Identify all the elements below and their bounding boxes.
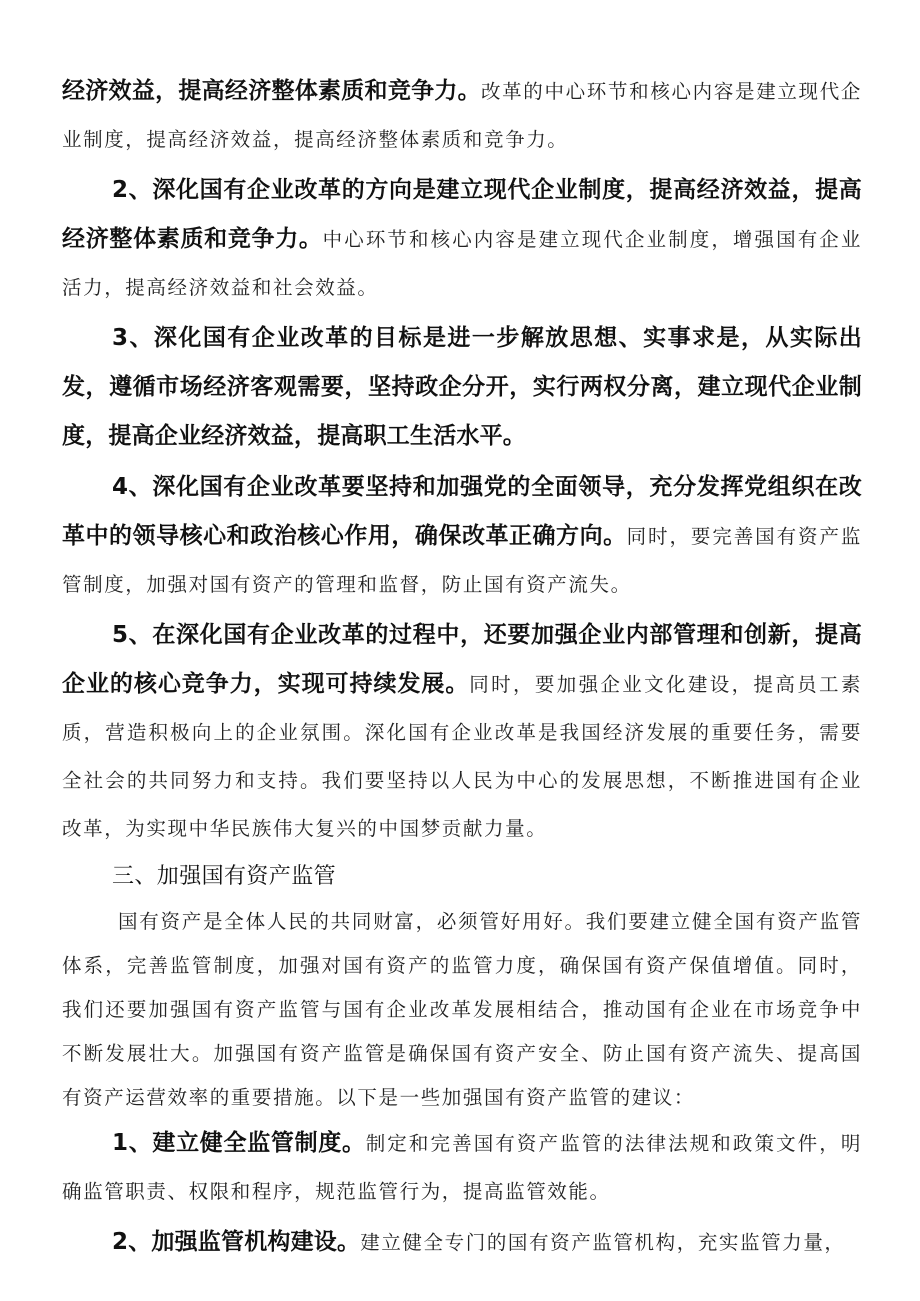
paragraph-1 bbox=[62, 68, 862, 165]
paragraph-3 bbox=[62, 315, 862, 462]
suggestion-1-text: 制定和完善国有资产监管的法律法规和政策文件，明确监管职责、权限和程序，规范监管行为，提高监管效能。 bbox=[62, 1132, 862, 1203]
suggestion-2-text: 建立健全专门的国有资产监管机构，充实监管力量， bbox=[360, 1231, 846, 1254]
section-heading: 三、加强国有资产监管 bbox=[112, 864, 337, 889]
suggestion-2-bold: 2、加强监管机构建设。 bbox=[112, 1229, 361, 1255]
paragraph-1-bold: 经济效益，提高经济整体素质和竞争力。 bbox=[62, 78, 481, 104]
paragraph-5 bbox=[62, 612, 862, 854]
suggestion-1-bold: 1、建立健全监管制度。 bbox=[112, 1130, 366, 1156]
document-page bbox=[62, 78, 862, 1268]
paragraph-2 bbox=[62, 167, 862, 313]
paragraph-5-text: 同时，要加强企业文化建设，提高员工素质，营造积极向上的企业氛围。深化国有企业改革是我国经济发展的重要任务，需要全社会的共同努力和支持。我们要坚持以人民为中心的发展思想，不断推进国有企业改革，为实现中华民族伟大复兴的中国梦贡献力量。 bbox=[62, 673, 862, 840]
paragraph-4-text: 同时，要完善国有资产监管制度，加强对国有资产的管理和监督，防止国有资产流失。 bbox=[62, 525, 862, 596]
paragraph-2-text: 中心环节和核心内容是建立现代企业制度，增强国有企业活力，提高经济效益和社会效益。 bbox=[62, 228, 862, 299]
paragraph-1-text: 改革的中心环节和核心内容是建立现代企业制度，提高经济效益，提高经济整体素质和竞争力。 bbox=[62, 80, 862, 151]
paragraph-4-bold: 4、深化国有企业改革要坚持和加强党的全面领导，充分发挥党组织在改革中的领导核心和政治核心作用，确保改革正确方向。 bbox=[62, 474, 862, 549]
intro-paragraph: 国有资产是全体人民的共同财富，必须管好用好。我们要建立健全国有资产监管体系，完善监管制度，加强对国有资产的监管力度，确保国有资产保值增值。同时，我们还要加强国有资产监管与国有企业改革发展相结合，推动国有企业在市场竞争中不断发展壮大。加强国有资产监管是确保国有资产安全、防止国有资产流失、提高国有资产运营效率的重要措施。以下是一些加强国有资产监管的建议： bbox=[62, 910, 862, 1109]
paragraph-5-bold: 5、在深化国有企业改革的过程中，还要加强企业内部管理和创新，提高企业的核心竞争力，实现可持续发展。 bbox=[62, 622, 862, 697]
suggestion-2 bbox=[62, 1219, 862, 1268]
suggestion-1 bbox=[62, 1120, 862, 1217]
paragraph-4 bbox=[62, 464, 862, 610]
paragraph-3-bold: 3、深化国有企业改革的目标是进一步解放思想、实事求是，从实际出发，遵循市场经济客观需要，坚持政企分开，实行两权分离，建立现代企业制度，提高企业经济效益，提高职工生活水平。 bbox=[62, 325, 862, 449]
paragraph-2-bold: 2、深化国有企业改革的方向是建立现代企业制度，提高经济效益，提高经济整体素质和竞争力。 bbox=[62, 177, 862, 252]
